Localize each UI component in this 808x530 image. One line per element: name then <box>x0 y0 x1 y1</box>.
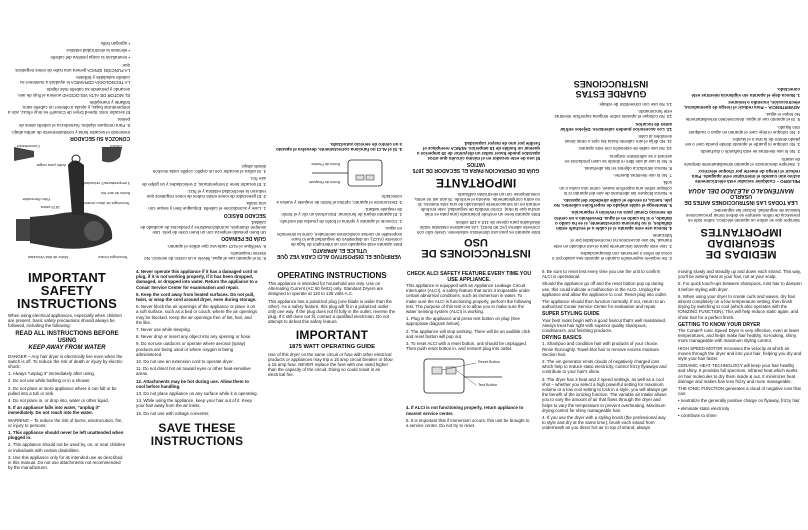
es-st-p2: 6. Verifique el ALCI cada vez que utilice el aparato. <box>166 243 266 249</box>
en-warning: WARNING – To reduce the risk of burns, electrocution, fire, or injury to persons: <box>8 417 123 428</box>
en-item: 8. Never drop or insert any object into any opening or hose. <box>136 334 252 340</box>
es-dr-p1: moviendo el secador lenta y constantemente de arriba abajo. <box>11 129 130 135</box>
es-item: 11. No dirija el aire caliente hacia los ojos u otras áreas sensibles al calor. <box>564 133 672 145</box>
es-label-cool: Botón de aire frío <box>100 191 130 195</box>
es-label-motor: Motor de Alta Velocidad <box>28 255 68 259</box>
es-plug-diagram <box>276 152 402 192</box>
en-item: 10. Do not use an extension cord to operate dryer. <box>136 359 234 365</box>
es-label-watts: 1875 vatios <box>40 205 60 209</box>
en-item: 5. Keep the cord away from heated surfaces. Do not pull, twist, or wrap the cord around dryer, even during storage. <box>136 291 257 303</box>
es-item: 6. Nunca bloquee las aberturas de aire del aparato ni lo coloque sobre una superficie suave, como una cama o un sofá. <box>559 180 672 196</box>
es-bullet: • agregan brillo <box>100 40 130 46</box>
es-danger: PELIGRO – Cualquier secador está eléctricamente activo aún cuando el interruptor esté apagado. Para reducir el riesgo de muerte por choque eléctrico: <box>691 168 800 185</box>
en-item: 3. Use this appliance only for its intended use as described in this manual. Do not use attachments not recommended by the manufacturer. <box>8 454 123 471</box>
en-important: IMPORTANT <box>295 327 369 342</box>
es-label-diffuser: Difusor <box>109 144 122 148</box>
es-col-alci <box>276 4 402 261</box>
en-d: 2. The ion generator emits clouds of negatively charged ions which help to reduce static electricity, control frizzy flyaways and contribute to your hair's shine. <box>542 359 667 375</box>
en-d: 4. If you use the dryer with a styling brush (the professional way to style and dry at the same time), brush each strand from underneath as you direct hot air to top of strand, always <box>542 415 666 431</box>
es-col-safety <box>682 4 800 261</box>
es-styling-title: GUÍA DE PEINADO <box>221 235 266 242</box>
en-item: 2. Do not use while bathing or in a shower. <box>8 378 91 384</box>
es-dryer-figure <box>6 143 130 261</box>
es-st-p1: 5. Si el aparato cae al agua, llévelo a un centro de servicio. No intente reajustarlo. <box>144 250 266 261</box>
es-step: 3. Desconecte el aparato, oprima el botón de reajuste y vuelva a conectarlo. <box>276 194 402 205</box>
en-test-label: Test Button <box>478 383 497 388</box>
es-item: 7. No lo use mientras duerme. <box>613 173 672 179</box>
es-col-safety-2 <box>550 4 672 261</box>
en-danger: DANGER – Any hair dryer is electrically live even when the switch is off. To reduce the risk of death or injury by electric shock: <box>8 353 123 370</box>
en-know-title: GETTING TO KNOW YOUR DRYER <box>678 321 761 328</box>
es-d: 1. Lave y acondicione el cabello. Enjuague bien y seque con una toalla. <box>148 201 266 212</box>
en-dr-p1: moving slowly and steadily up and down each strand. This way, you'll be aiming heat at your hair, not at your scalp. <box>678 269 802 280</box>
es-label-ionic: Tecnología Iónica <box>98 255 128 259</box>
es-item: 4. Nunca use este aparato si el cable o el enchufe están dañados, si no funciona correctamente, si se ha caído o dañado, o si ha caído en el agua. Devuélvalo a un centro de servicio Conair para su revisión y reparación. <box>554 210 672 231</box>
en-item: 1. Always "unplug it" immediately after using. <box>8 371 96 377</box>
es-d: 4. Si utiliza el secador con un cepillo, cepille cada mechón desde abajo. <box>152 163 266 175</box>
es-item: 2. Se requiere supervisión cuando el aparato sea usado por o cerca de niños o personas con discapacidades. <box>551 250 672 261</box>
en-dr-motor: HIGH SPEED MOTOR Increases the velocity at which air moves through the dryer and into your hair, helping you dry and style your hair faster. <box>678 345 802 362</box>
en-item: 5. If an appliance falls into water, "unplug it" immediately. Do not reach into the water. <box>8 405 101 416</box>
es-col-operating <box>412 4 540 261</box>
en-dr-ionic: THE IONIC FUNCTION generates a cloud of negative ions that can: <box>678 386 801 397</box>
es-test-label: Botón de Prueba <box>311 162 340 167</box>
en-alci-note5: 5. It is important that if immersion occurs, this unit be brought to a service center. Do not try to reset. <box>406 417 530 429</box>
es-item: 3. Use este aparato únicamente para el uso indicado en este manual. No use accesorios no recomendados por el fabricante. <box>553 233 672 249</box>
es-guide: GUÍA DE OPERACIÓN PARA EL SECADOR DE 1875 VATIOS <box>412 161 540 174</box>
en-col-safety <box>8 269 126 526</box>
en-item: 11. Do not direct hot air toward eyes or other heat-sensitive areas. <box>136 366 251 377</box>
en-dr-p4: The Conair® Ionic Speed Dryer is very effective, even at lower temperatures, and helps make hair healthy, so-looking, shiny, more manageable with maximum styling control. <box>678 328 800 344</box>
en-step: 3. To reset ALCI with a reset button, unit should be unplugged. Then push reset button in, and reinsert plug into outlet. <box>406 341 527 352</box>
es-alci-note: 4. Si el ALCI no funciona correctamente, devuelva el aparato a un centro de servicio autorizado. <box>276 141 402 153</box>
es-item: 3. No coloque ni guarde el aparato donde pueda caer o ser jalado dentro de la tina o el lavabo. <box>685 136 800 148</box>
en-keep-away: KEEP AWAY FROM WATER <box>28 344 106 351</box>
en-item: 6. Never block the air openings of the appliance or place it on a soft surface, such as a bed or couch, where the air openings may be blocked. Keep the air openings free of lint, hair, and the like. <box>136 304 258 325</box>
en-operating-title: OPERATING INSTRUCTIONS <box>277 271 387 280</box>
es-operating-title: INSTRUCCIONES DE USO <box>421 236 531 259</box>
es-save: GUARDE ESTAS INSTRUCCIONES <box>573 78 649 99</box>
es-item: 2. No lo use mientras se está bañando o duchando. <box>699 149 800 155</box>
es-st-p3: Un buen peinado empieza con un buen corte de pelo. Use siempre champús, acondicionadores y productos de acabado de calidad. <box>140 219 266 236</box>
es-item: 13. No coloque el aparato sobre ninguna superficie mientras esté funcionando. <box>554 109 672 120</box>
en-read-all: READ ALL INSTRUCTIONS BEFORE USING <box>15 330 119 344</box>
es-know-title: CONOZCA SU SECADOR <box>70 135 130 141</box>
es-warning: ADVERTENCIA – Para reducir el riesgo de quemaduras, electrocución, incendio o lesiones <box>683 99 800 110</box>
en-save: SAVE THESE INSTRUCTIONS <box>150 420 244 448</box>
english-section <box>0 265 808 530</box>
es-alci-p1: Este aparato está equipado con un interruptor de fuga de corriente (ALCI), un dispositivo de seguridad que lo hace inoperable en ciertas condiciones anormales, como la inmersión en agua. <box>277 226 402 247</box>
en-bullet: • neutralize the generally positive charge on flyaway, frizzy hair <box>678 398 800 404</box>
es-col-dryer <box>6 4 130 261</box>
es-alci-title: VERIFIQUE EL DISPOSITIVO ALCI CADA VEZ QUE UTILICE EL APARATO. <box>276 247 402 259</box>
plug-icon <box>276 152 402 192</box>
en-basics-title: DRYING BASICS <box>542 335 582 342</box>
en-st-p3: The appliance should then function normally. If not, return to an authorized Conair Service Center for evaluation and repair. <box>542 299 665 310</box>
en-item: 12. Attachments may be hot during use. Allow them to cool before handling. <box>136 378 249 389</box>
en-col-dryer <box>678 269 802 526</box>
es-item: 12. Los accesorios pueden calentarse. Déjelos enfriar antes de tocarlos. <box>559 121 672 132</box>
en-item: 2. This appliance should not be used by, on, or near children or individuals with certain disabilities. <box>8 442 126 453</box>
en-item: 14. While using the appliance, keep your hair out of it. Keep your hair away from the air inlets. <box>136 398 252 409</box>
es-label-ring: Anillo para colgar <box>36 163 66 167</box>
en-item: 7. Never use while sleeping. <box>136 327 191 333</box>
en-item: 3. Do not place or store appliance where it can fall or be pulled into a tub or sink. <box>8 385 117 396</box>
en-title: IMPORTANT SAFETY INSTRUCTIONS <box>17 270 117 311</box>
es-item: 9. No lo use al aire libre ni donde se usen productos en aerosol o se administre oxígeno. <box>564 153 672 164</box>
es-item: 1. Nunca deje el aparato sin vigilancia mientras esté conectado. <box>691 87 800 98</box>
en-intro: When using electrical appliances, especially when children are present, basic safety precautions should always be followed, including the following: <box>8 313 122 329</box>
en-alci-title: CHECK ALCI SAFETY FEATURE EVERY TIME YOU USE APPLIANCE. <box>406 271 532 283</box>
es-dr-p3: El secador Ionic Speed Dryer de Conair® es muy eficaz, aún a temperaturas bajas, y ayuda a obtener un cabello sano, brillante y manejable. <box>7 99 130 116</box>
en-col-safety-2 <box>136 269 258 526</box>
en-d: 3. The dryer has 3 heat and 2 speed settings, as well as a cool shot – whether you select a high powerful setting for maximum volume or a low cool setting to lock in a style, you will always get the benefit of the ionizing function. The variable air intake allows you to vary the amount of air that flows through the dryer and helps to vary the temperature to prevent overheating. Maximum drying control for shiny manageable hair. <box>542 376 668 413</box>
es-bullet: • eliminan la electricidad estática <box>66 48 130 54</box>
en-alci-p1: This appliance is equipped with an Appliance Leakage Circuit Interrupter (ALCI), a safety feature that turns it inoperable under certain abnormal conditions, such as immersion in water. To make sure the ALCI is functioning properly, perform the following test. The purpose of this test is to allow you to make sure the water sensing system (ALCI) is working. <box>406 283 532 315</box>
en-op-p2: This appliance has a polarized plug (one blade is wider than the other). As a safety feature, this plug will fit in a polarized outlet only one way. If the plug does not fit fully in the outlet, reverse the plug. If it still does not fit, contact a qualified electrician. Do not attempt to defeat this safety feature. <box>268 298 396 325</box>
es-d: 2. El generador de iones emite nubes de iones negativos que reducen la electricidad estática y el frizz. <box>146 188 266 199</box>
en-alci-note4: 4. If ALCI is not functioning properly, return appliance to nearest service center. <box>406 405 524 416</box>
en-item: 9. Do not use outdoors or operate where aerosol (spray) products are being used or where oxygen is being administered. <box>136 341 246 357</box>
es-item: 4. No coloque ni deje caer el aparato en agua o cualquier otro líquido. <box>688 124 800 135</box>
en-d: 1. Shampoo and condition hair with products of your choice. Rinse thoroughly. Towel-blot hair to remove excess moisture. Section hair. <box>542 341 661 357</box>
es-label-heat: 3 temperaturas/2 velocidades <box>80 181 130 185</box>
en-plug-diagram <box>406 353 532 405</box>
es-label-filter: Filtro Removible <box>22 197 50 201</box>
es-read-all: LEA TODAS LAS INSTRUCCIONES ANTES DE USARLO <box>684 193 798 206</box>
en-item: 4. Never operate this appliance if it has a damaged cord or plug, if it is not working properly, if it has been dropped, damaged, or dropped into water. Return the appliance to a Conair Service Center for examination and repair. <box>136 269 258 290</box>
es-item: 14. No use con convertidor de voltaje. <box>598 101 672 107</box>
en-dr-ceramic: CERAMIC HEAT TECHNOLOGY will keep your hair healthy and shiny. It provides full spectrum, infrared heat which works on hair molecules to dry them inside & out. It minimizes heat damage and makes hair less frizzy and more manageable. <box>678 363 798 384</box>
en-op-p3: Use of this dryer on the same circuit or fuse with other electrical products or appliances may trip a 15 amp circuit breaker or blow a 15 amp fuse. NEVER replace the fuse with one rated higher than the capacity of the circuit. Doing so could result in an electrical fire. <box>268 351 393 378</box>
en-col-styling <box>542 269 668 526</box>
es-dr-motor: EL MOTOR DE ALTA VELOCIDAD acelera el flujo de aire, secando y peinando su cabello más rápido. <box>16 87 130 98</box>
es-op-p3: El uso de este secador en el mismo circuito que otros aparatos puede hacer saltar un disyuntor de 15 amperios o quemar un fusible de 15 amperios. NUNCA reemplace el fusible por uno de mayor capacidad. <box>416 140 540 162</box>
es-dr-ceramic: LA TECNOLOGÍA CERÁMICA le ayudará a mantener su cabello saludable y brillante. <box>20 74 130 86</box>
es-label-ceramic: Tecnología de disco cerámico <box>79 201 130 205</box>
es-reset-label: Botón de Reajuste <box>308 180 340 185</box>
en-dr-p2: 5. For quick touch-ups between shampoos, mist hair to dampen it before styling with dryer. <box>678 281 802 292</box>
es-intro: Siempre que se utilice un aparato eléctrico, sobre todo en presencia de niños, siempre se deben tomar precauciones básicas de seguridad, incluso las siguientes: <box>686 207 800 223</box>
en-st-p1: 6. Be sure to reset test every time you use the unit to confirm ALCI is operational. <box>542 269 661 280</box>
es-label-concentrator: Concentrador <box>16 144 40 148</box>
es-op-p2: Este aparato tiene un enchufe polarizado (una pata es más ancha que la otra). Como medida de seguridad, este enchufe entrará en un tomacorriente polarizado de una sola manera. Si no entra completamente, invierta el enchufe. Si aún así no entra, comuníquese con un electricista calificado. <box>414 191 540 218</box>
en-bullet: • contribute to shine <box>678 412 717 418</box>
en-dr-p3: 6. When using your dryer to create curls and waves, dry hair almost completely on a low temperature setting, then finish drying by switching to cool (which also operates with the IONIZING FUNCTION). This will help reduce static again, and shine hair for a perfect finish. <box>678 293 799 320</box>
es-dr-ionic: LA FUNCIÓN IÓNICA genera una nube de iones negativos que: <box>15 62 130 73</box>
en-st-p4: Your best looks begin with a good haircut that's well maintained. Always treat hair right with superior quality shampoos, conditioners, and finishing products. <box>542 317 667 334</box>
es-item: 8. Nunca introduzca objetos en las aberturas. <box>583 165 672 171</box>
en-step: 1. Plug in the appliance and press test button on plug (See appropriate diagram below). <box>406 316 520 327</box>
en-col-operating <box>268 269 396 526</box>
es-item: 1. Siempre desconecte el aparato inmediatamente después de usarlo. <box>684 156 800 167</box>
es-basics-title: SECADO BÁSICO <box>223 211 266 218</box>
es-item: 10. No use cable de extensión con este aparato. <box>577 146 672 152</box>
es-step: 1. Conecte el aparato y oprima el botón de prueba del enchufe. <box>278 219 402 225</box>
en-styling-title: SUPER STYLING GUIDE <box>542 311 600 318</box>
en-col-alci <box>406 269 532 526</box>
en-item: 15. Do not use with voltage converter. <box>136 410 210 416</box>
en-st-p2: Should the appliance go off and the reset button pop up during use, this could indicate a malfunction in the ALCI. Unplug the appliance and allow the appliance to cool. Reset plug into outlet. <box>542 281 667 297</box>
en-item: 4. Do not place in, or drop into, water or other liquid. <box>8 398 110 404</box>
plug-icon <box>406 353 532 405</box>
es-title: MEDIDAS DE SEGURIDAD IMPORTANTES <box>700 226 782 260</box>
en-guide: 1875 WATT OPERATING GUIDE <box>288 343 376 350</box>
en-op-p1: This appliance is intended for household use only. Use on Alternating Current (AC 60 hertz) only. Standard Dryers are designed to operate at 110 to 125 volts A.C. <box>268 281 384 297</box>
es-step: 2. El aparato dejará de funcionar. Escuchará un clic y el botón de reajuste saltará. <box>281 206 402 217</box>
en-step: 2. The appliance will stop working. There will be an audible click and reset button will pop out. <box>406 328 531 339</box>
es-dr-p2: 5. Para retoques rápidos, humedezca el cabello antes de peinar. <box>18 117 130 128</box>
es-d: 3. El secador tiene 3 temperaturas, 2 velocidades y un golpe de aire frío. <box>142 176 266 187</box>
en-item: 13. Do not place appliance on any surface while it is operating. <box>136 391 258 397</box>
en-reset-label: Reset Button <box>478 360 500 365</box>
es-bullet: • neutralizan la carga positiva del cabello <box>50 55 130 61</box>
es-important: IMPORTANTE <box>435 176 517 191</box>
en-bullet: • eliminate static electricity <box>678 405 730 411</box>
es-keep-away: MANTÉNGALO ALEJADO DEL AGUA <box>688 187 794 194</box>
es-item: 5. Mantenga el cable alejado de superficies calientes. No jale, tuerza, ni enrolle el cable alrededor del aparato. <box>553 197 672 209</box>
en-item: 1. This appliance should never be left unattended when plugged in. <box>8 430 124 441</box>
es-op-p1: Este aparato es para uso doméstico solamente. Úselo sólo con corriente alterna (AC 60 hertz). Los secadores estándar están diseñados para operar de 110 a 125 voltios. <box>416 219 540 235</box>
es-col-styling <box>140 4 266 261</box>
es-item: 5. Si el aparato cae al agua, desconéctelo inmediatamente. No toque el agua. <box>684 112 800 123</box>
